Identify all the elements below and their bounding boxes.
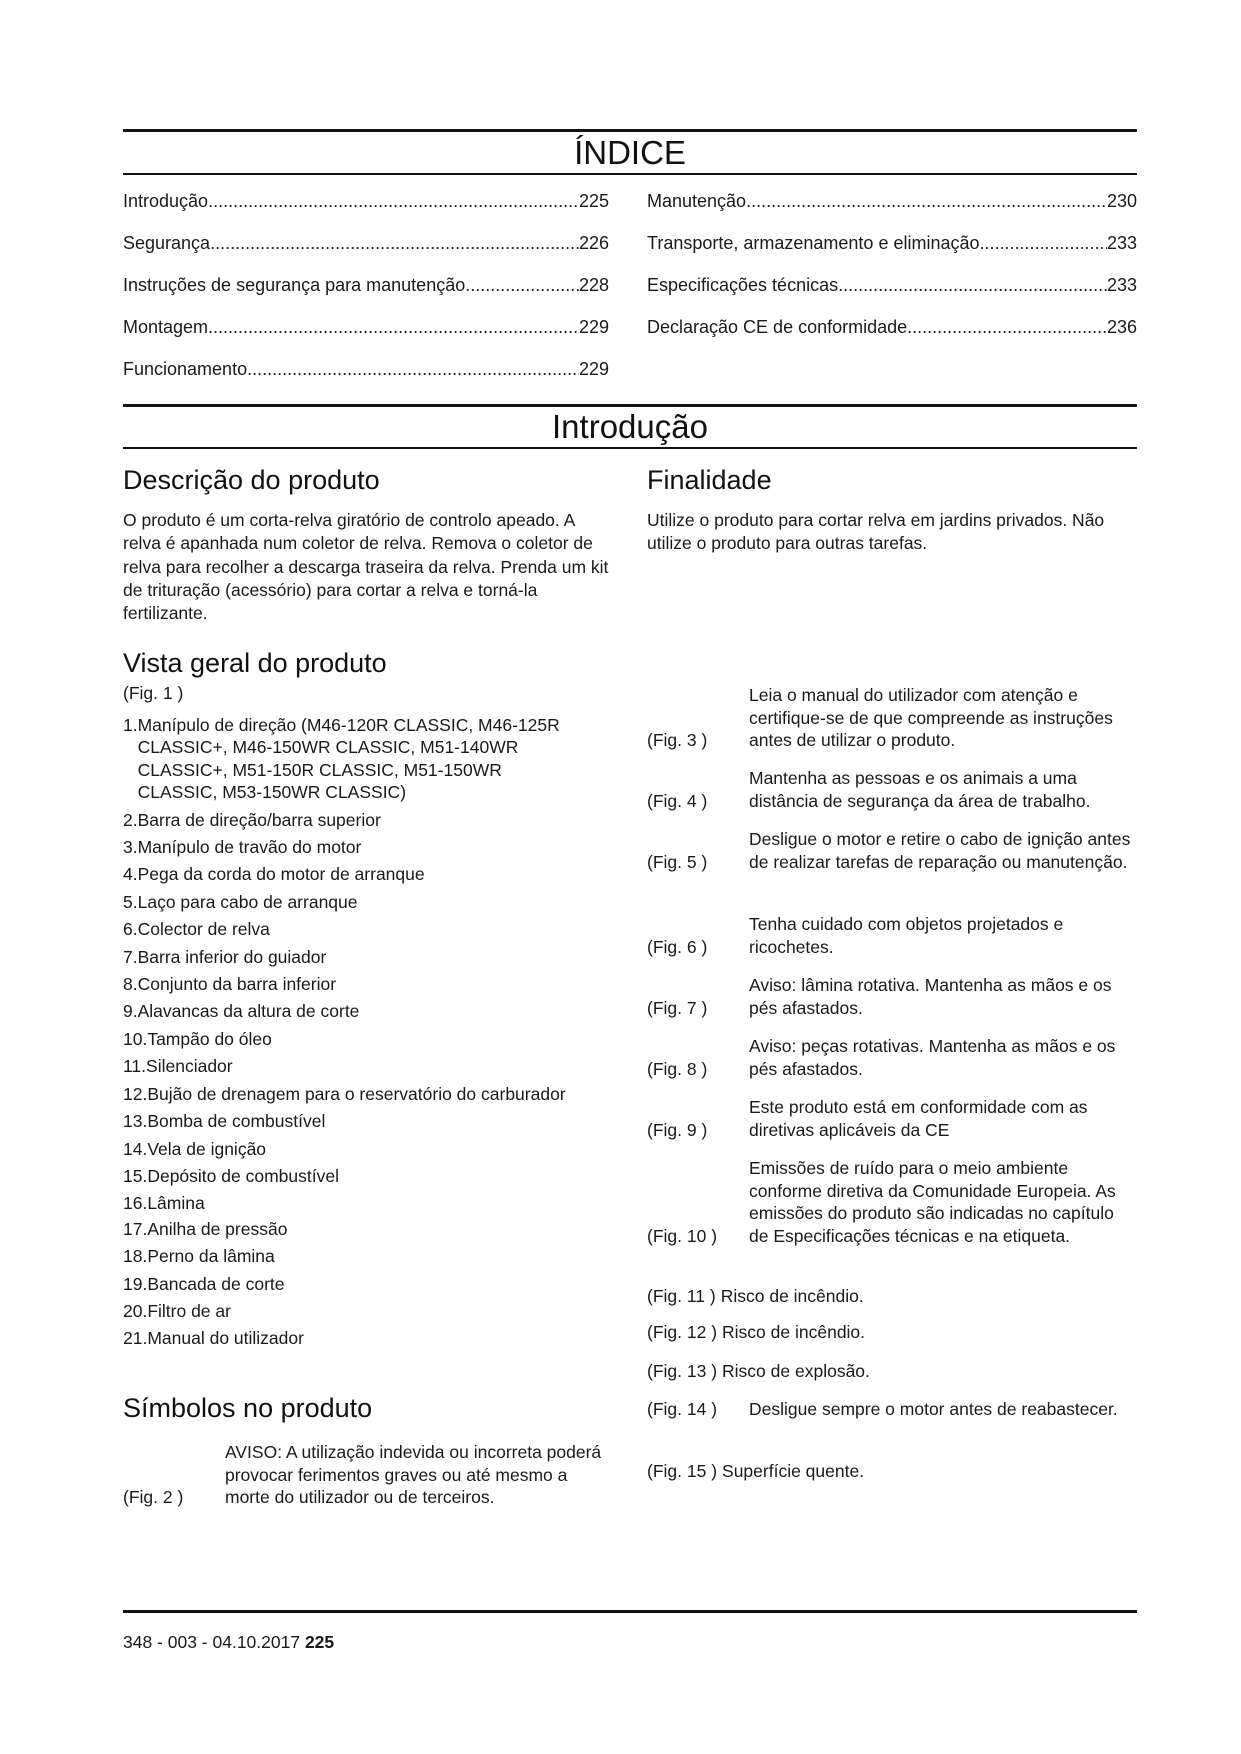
- symbol-description: Risco de incêndio.: [720, 1286, 864, 1306]
- toc-entry-label: Introdução: [123, 191, 209, 211]
- symbol-description: Risco de incêndio.: [722, 1322, 866, 1342]
- list-item: [123, 1273, 583, 1295]
- toc-entry-page: 229: [578, 317, 609, 337]
- toc-entry[interactable]: [647, 274, 1137, 316]
- toc-entry-page: 230: [1106, 191, 1137, 211]
- overview-heading: Vista geral do produto: [123, 648, 387, 678]
- list-item-text: Manípulo de travão do motor: [137, 837, 362, 858]
- list-item: [123, 714, 583, 804]
- toc-entry[interactable]: [647, 190, 1137, 232]
- toc-leader-dots: [838, 274, 1107, 296]
- toc-entry-page: 226: [578, 233, 609, 253]
- list-item-text: Anilha de pressão: [147, 1218, 288, 1239]
- intro-top-rule: [123, 404, 1137, 407]
- list-item: [123, 891, 583, 913]
- toc-entry[interactable]: [123, 190, 609, 232]
- symbol-entry: [647, 1321, 1137, 1344]
- symbol-description: Aviso: lâmina rotativa. Mantenha as mãos e os pés afastados.: [749, 975, 1112, 1018]
- toc-entry-label: Manutenção: [647, 191, 747, 211]
- symbol-description: Este produto está em conformidade com as diretivas aplicáveis da CE: [749, 1097, 1088, 1140]
- symbol-entry: [647, 1096, 1137, 1141]
- list-item: [123, 1245, 583, 1267]
- list-item-number: 2.: [123, 809, 138, 830]
- toc-leader-dots: [465, 274, 579, 296]
- list-item: [123, 1110, 583, 1132]
- symbol-figure-ref: (Fig. 3 ): [647, 730, 708, 750]
- symbol-figure-ref: (Fig. 11 ): [647, 1286, 716, 1306]
- list-item-text: Lâmina: [147, 1193, 205, 1214]
- list-item-text: Bujão de drenagem para o reservatório do carburador: [147, 1083, 566, 1104]
- list-item-number: 13.: [123, 1111, 148, 1132]
- toc-left-column: [123, 190, 609, 400]
- symbol-description: Mantenha as pessoas e os animais a uma distância de segurança da área de trabalho.: [749, 768, 1091, 811]
- toc-entry[interactable]: [647, 316, 1137, 358]
- list-item-number: 19.: [123, 1273, 148, 1294]
- symbol-description: Desligue o motor e retire o cabo de ignição antes de realizar tarefas de reparação ou manutenção.: [749, 829, 1131, 872]
- list-item-text: Conjunto da barra inferior: [137, 974, 337, 995]
- list-item: [123, 1083, 583, 1105]
- product-description-heading: Descrição do produto: [123, 465, 380, 495]
- toc-leader-dots: [247, 358, 579, 380]
- symbol-figure-ref: (Fig. 4 ): [647, 790, 708, 811]
- list-item-text: Manípulo de direção (M46-120R CLASSIC, M46-125R CLASSIC+, M46-150WR CLASSIC, M51-140WR CLASSIC+, M51-150R CLASSIC, M51-150WR CLASSIC, M53-150WR CLASSIC): [137, 715, 560, 803]
- toc-entry[interactable]: [647, 232, 1137, 274]
- list-item-number: 9.: [123, 1001, 138, 1022]
- toc-entry-label: Especificações técnicas: [647, 275, 839, 295]
- symbol-description: Aviso: peças rotativas. Mantenha as mãos e os pés afastados.: [749, 1036, 1116, 1079]
- list-item-text: Silenciador: [146, 1056, 233, 1077]
- overview-figure-ref: (Fig. 1 ): [123, 683, 184, 703]
- list-item-number: 21.: [123, 1328, 148, 1349]
- symbol-entry: [647, 913, 1137, 958]
- list-item-text: Barra de direção/barra superior: [137, 809, 381, 830]
- symbol-description: Emissões de ruído para o meio ambiente conforme diretiva da Comunidade Europeia. As emissões do produto são indicadas no capítulo de Especificações técnicas e na etiqueta.: [749, 1158, 1116, 1246]
- list-item-number: 14.: [123, 1138, 148, 1159]
- toc-leader-dots: [208, 190, 579, 212]
- list-item: [123, 1300, 583, 1322]
- page-number: 225: [304, 1632, 335, 1652]
- intro-title: Introdução: [552, 408, 708, 445]
- symbol-description: Superfície quente.: [722, 1461, 865, 1481]
- symbol-figure-ref: (Fig. 12 ): [647, 1322, 718, 1342]
- symbol-entry: [647, 1460, 1137, 1483]
- symbol-figure-ref: (Fig. 7 ): [647, 997, 708, 1018]
- list-item-text: Tampão do óleo: [147, 1028, 272, 1049]
- footer-rule: [123, 1610, 1137, 1613]
- list-item-number: 15.: [123, 1165, 148, 1186]
- purpose-text: Utilize o produto para cortar relva em jardins privados. Não utilize o produto para outras tarefas.: [647, 510, 1105, 554]
- list-item-number: 16.: [123, 1193, 148, 1214]
- toc-leader-dots: [907, 316, 1107, 338]
- list-item: [123, 1138, 583, 1160]
- symbol-entry: [647, 1360, 1137, 1383]
- list-item-text: Pega da corda do motor de arranque: [137, 864, 425, 885]
- symbol-entry: [123, 1441, 615, 1509]
- document-code: 348 - 003 - 04.10.2017: [123, 1632, 305, 1652]
- purpose-heading: Finalidade: [647, 465, 772, 495]
- symbol-figure-ref: (Fig. 8 ): [647, 1058, 708, 1079]
- symbol-entry: [647, 1035, 1137, 1080]
- list-item: [123, 836, 583, 858]
- toc-entry-label: Instruções de segurança para manutenção: [123, 275, 466, 295]
- list-item-text: Laço para cabo de arranque: [137, 891, 358, 912]
- symbol-description: Tenha cuidado com objetos projetados e ricochetes.: [749, 914, 1064, 957]
- list-item-number: 18.: [123, 1246, 148, 1267]
- list-item-text: Perno da lâmina: [147, 1246, 275, 1267]
- list-item: [123, 1192, 583, 1214]
- list-item: [123, 1055, 583, 1077]
- symbols-heading: Símbolos no produto: [123, 1393, 373, 1423]
- toc-right-column: [647, 190, 1137, 358]
- list-item-text: Alavancas da altura de corte: [137, 1001, 360, 1022]
- toc-entry-page: 233: [1106, 275, 1137, 295]
- toc-leader-dots: [208, 316, 579, 338]
- list-item-number: 8.: [123, 974, 138, 995]
- product-description-text: O produto é um corta-relva giratório de controlo apeado. A relva é apanhada num coletor de relva. Remova o coletor de relva para recolher a descarga traseira da relva. Prenda um kit de trituração (acessório) para cortar a relva e torná-la fertilizante.: [123, 510, 609, 624]
- toc-entry-page: 228: [578, 275, 609, 295]
- symbol-entry: [647, 974, 1137, 1019]
- list-item-text: Bomba de combustível: [147, 1111, 326, 1132]
- list-item-text: Depósito de combustível: [147, 1165, 339, 1186]
- toc-entry-page: 233: [1106, 233, 1137, 253]
- list-item-number: 7.: [123, 946, 138, 967]
- toc-bottom-rule: [123, 173, 1137, 175]
- toc-entry[interactable]: [123, 316, 609, 358]
- symbol-figure-ref: (Fig. 6 ): [647, 936, 708, 957]
- toc-entry-page: 225: [578, 191, 609, 211]
- list-item-text: Manual do utilizador: [147, 1328, 304, 1349]
- list-item: [123, 1028, 583, 1050]
- symbol-figure-ref: (Fig. 14 ): [647, 1399, 718, 1419]
- symbol-figure-ref: (Fig. 10 ): [647, 1225, 718, 1246]
- list-item-number: 10.: [123, 1028, 148, 1049]
- page-footer: [123, 1632, 334, 1653]
- toc-title: ÍNDICE: [574, 134, 686, 171]
- symbol-figure-ref: (Fig. 15 ): [647, 1461, 718, 1481]
- toc-entry[interactable]: [123, 232, 609, 274]
- symbol-entry: [647, 828, 1137, 873]
- symbol-description: Desligue sempre o motor antes de reabastecer.: [749, 1399, 1118, 1419]
- toc-entry-label: Segurança: [123, 233, 211, 253]
- toc-top-rule: [123, 129, 1137, 132]
- symbol-figure-ref: (Fig. 5 ): [647, 851, 708, 872]
- list-item: [123, 1218, 583, 1240]
- symbol-description: AVISO: A utilização indevida ou incorreta poderá provocar ferimentos graves ou até mesmo a morte do utilizador ou de terceiros.: [225, 1442, 602, 1507]
- toc-leader-dots: [980, 232, 1107, 254]
- toc-entry-page: 236: [1106, 317, 1137, 337]
- parts-list: [123, 714, 583, 1355]
- list-item-text: Filtro de ar: [147, 1300, 231, 1321]
- toc-leader-dots: [210, 232, 579, 254]
- list-item: [123, 973, 583, 995]
- list-item-number: 20.: [123, 1300, 148, 1321]
- symbol-entry: [647, 767, 1137, 812]
- list-item: [123, 809, 583, 831]
- symbol-description: Risco de explosão.: [722, 1361, 870, 1381]
- list-item: [123, 918, 583, 940]
- symbol-entry: [647, 1285, 1137, 1308]
- toc-entry-label: Montagem: [123, 317, 209, 337]
- list-item: [123, 1165, 583, 1187]
- list-item-number: 11.: [123, 1056, 147, 1077]
- list-item-number: 5.: [123, 891, 138, 912]
- toc-entry[interactable]: [123, 274, 609, 316]
- list-item: [123, 946, 583, 968]
- list-item-text: Bancada de corte: [147, 1273, 285, 1294]
- symbol-figure-ref: (Fig. 13 ): [647, 1361, 718, 1381]
- symbol-description: Leia o manual do utilizador com atenção e certifique-se de que compreende as instruções antes de utilizar o produto.: [749, 685, 1113, 750]
- list-item-number: 1.: [123, 715, 138, 735]
- symbol-entry: [647, 684, 1137, 752]
- list-item-text: Vela de ignição: [147, 1138, 267, 1159]
- list-item-number: 17.: [123, 1218, 148, 1239]
- toc-entry[interactable]: [123, 358, 609, 400]
- list-item-text: Colector de relva: [137, 919, 270, 940]
- intro-bottom-rule: [123, 447, 1137, 449]
- symbol-figure-ref: (Fig. 9 ): [647, 1119, 708, 1140]
- list-item-number: 4.: [123, 864, 138, 885]
- toc-entry-label: Funcionamento: [123, 359, 248, 379]
- list-item-text: Barra inferior do guiador: [137, 946, 327, 967]
- symbol-figure-ref: (Fig. 2 ): [123, 1487, 184, 1507]
- toc-entry-label: Declaração CE de conformidade: [647, 317, 908, 337]
- toc-entry-page: 229: [578, 359, 609, 379]
- list-item-number: 3.: [123, 837, 138, 858]
- symbol-entry: [647, 1157, 1137, 1247]
- symbol-entry: [647, 1398, 1137, 1421]
- toc-entry-label: Transporte, armazenamento e eliminação: [647, 233, 980, 253]
- list-item-number: 12.: [123, 1083, 148, 1104]
- list-item: [123, 863, 583, 885]
- list-item: [123, 1327, 583, 1349]
- toc-leader-dots: [746, 190, 1107, 212]
- list-item-number: 6.: [123, 919, 138, 940]
- list-item: [123, 1000, 583, 1022]
